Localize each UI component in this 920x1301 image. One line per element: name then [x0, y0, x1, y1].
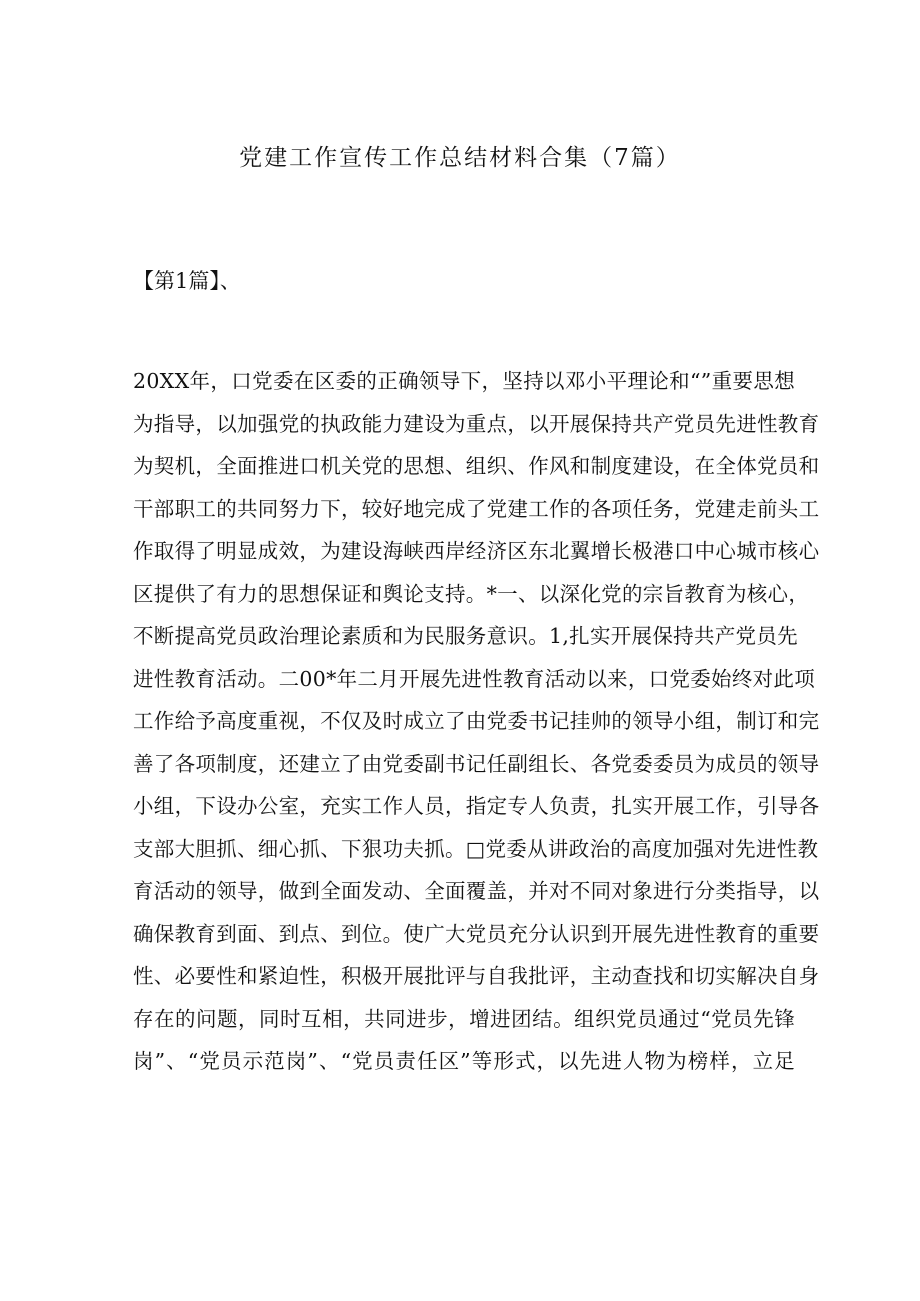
body-line: 岗”、“党员示范岗”、“党员责任区”等形式，以先进人物为榜样，立足 [133, 1049, 795, 1073]
body-line: 工作给予高度重视，不仅及时成立了由党委书记挂帅的领导小组，制订和完 [133, 709, 820, 733]
body-line: 性、必要性和紧迫性，积极开展批评与自我批评，主动查找和切实解决自身 [133, 964, 820, 988]
body-line: 20XX年，口党委在区委的正确领导下，坚持以邓小平理论和“”重要思想 [133, 369, 795, 393]
body-line: 进性教育活动。二00*年二月开展先进性教育活动以来，口党委始终对此项 [133, 666, 816, 691]
body-line: 支部大胆抓、细心抓、下狠功夫抓。□党委从讲政治的高度加强对先进性教 [133, 836, 819, 861]
body-line: 小组，下设办公室，充实工作人员，指定专人负责，扎实开展工作，引导各 [133, 794, 820, 818]
body-line: 作取得了明显成效，为建设海峡西岸经济区东北翼增长极港口中心城市核心 [133, 539, 820, 563]
body-line: 为指导，以加强党的执政能力建设为重点，以开展保持共产党员先进性教育 [133, 411, 820, 436]
body-line: 为契机，全面推进口机关党的思想、组织、作风和制度建设，在全体党员和 [133, 454, 820, 478]
document-title: 党建工作宣传工作总结材料合集（7篇） [239, 145, 681, 171]
body-line: 区提供了有力的思想保证和舆论支持。*一、以深化党的宗旨教育为核心， [133, 581, 810, 606]
body-line: 干部职工的共同努力下，较好地完成了党建工作的各项任务，党建走前头工 [133, 496, 820, 521]
body-line: 确保教育到面、到点、到位。使广大党员充分认识到开展先进性教育的重要 [133, 921, 820, 946]
body-line: 不断提高党员政治理论素质和为民服务意识。1,扎实开展保持共产党员先 [133, 624, 798, 648]
body-line: 善了各项制度，还建立了由党委副书记任副组长、各党委委员为成员的领导 [133, 751, 820, 776]
body-paragraph [133, 360, 820, 1083]
body-line: 存在的问题，同时互相，共同进步，增进团结。组织党员通过“党员先锋 [133, 1006, 795, 1031]
section-heading: 【第1篇】、 [133, 269, 241, 293]
body-line: 育活动的领导，做到全面发动、全面覆盖，并对不同对象进行分类指导，以 [133, 879, 820, 903]
